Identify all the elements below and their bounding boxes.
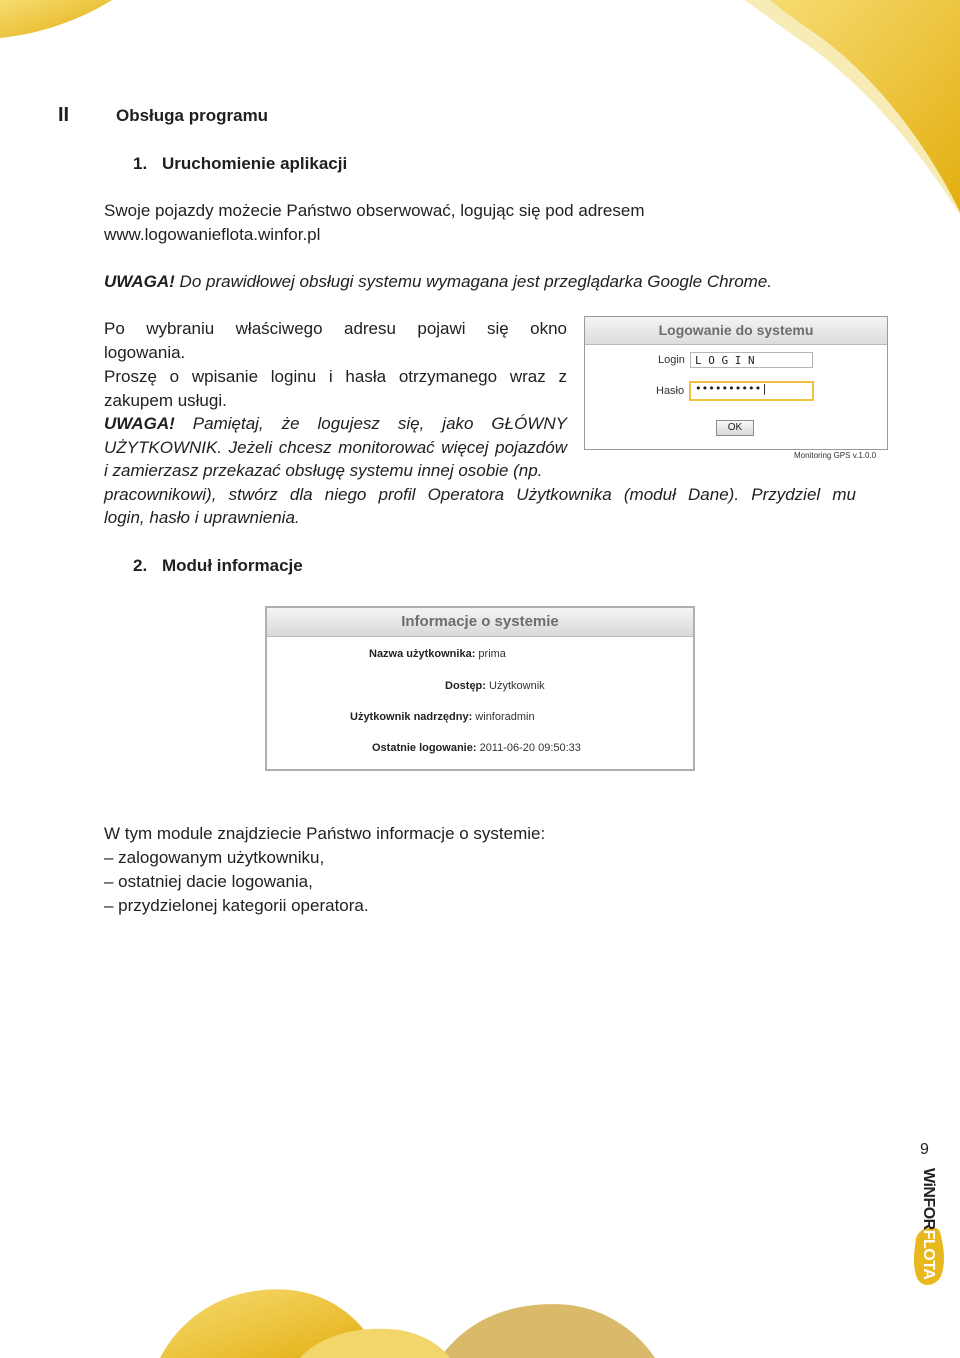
- info-value: winforadmin: [472, 711, 535, 723]
- intro-line-1: Swoje pojazdy możecie Państwo obserwować, logując się pod adresem: [104, 201, 645, 220]
- login-label: Login: [658, 354, 685, 366]
- info-value: prima: [475, 648, 506, 660]
- info-key: Ostatnie logowanie:: [372, 742, 477, 754]
- version-label: Monitoring GPS v.1.0.0: [794, 451, 877, 460]
- password-label: Hasło: [656, 385, 685, 397]
- info-key: Nazwa użytkownika:: [369, 648, 476, 660]
- para-line-2: logowania.: [104, 343, 186, 362]
- login-input[interactable]: L O G I N: [690, 352, 813, 368]
- ok-button[interactable]: OK: [716, 420, 754, 436]
- info-key: Dostęp:: [445, 680, 486, 692]
- page-number: 9: [920, 1141, 929, 1158]
- warning-text: Do prawidłowej obsługi systemu wymagana jest przeglądarka Google Chrome.: [174, 272, 773, 291]
- para-line-3: Proszę o wpisanie loginu i hasła otrzymanego wraz z: [104, 367, 567, 386]
- info-row-access: [445, 680, 545, 692]
- info-value: 2011-06-20 09:50:33: [476, 742, 581, 754]
- para-line-4: zakupem usługi.: [104, 391, 227, 410]
- brand-text: [914, 1168, 942, 1288]
- login-window-title: Logowanie do systemu: [585, 317, 887, 345]
- warning-label: UWAGA!: [104, 272, 175, 291]
- module-list-item: – przydzielonej kategorii operatora.: [104, 896, 369, 915]
- brand-logo: [910, 1168, 946, 1288]
- para-line-8: pracownikowi), stwórz dla niego profil Operatora Użytkownika (moduł Dane). Przydziel mu: [104, 485, 856, 504]
- password-input[interactable]: ••••••••••|: [689, 381, 814, 401]
- para-line-9: login, hasło i uprawnienia.: [104, 508, 300, 527]
- brand-text-flota: FLOTA: [920, 1229, 937, 1280]
- info-window-title: Informacje o systemie: [267, 608, 693, 637]
- subsection-2-title: Moduł informacje: [162, 556, 303, 575]
- intro-url: www.logowanieflota.winfor.pl: [104, 225, 321, 244]
- module-list-item: – ostatniej dacie logowania,: [104, 872, 313, 891]
- info-value: Użytkownik: [485, 680, 545, 692]
- browser-warning: [104, 270, 772, 294]
- para-warning-label: UWAGA!: [104, 414, 175, 433]
- module-list-item: – zalogowanym użytkowniku,: [104, 848, 325, 867]
- subsection-1-title: Uruchomienie aplikacji: [162, 154, 348, 173]
- subsection-2-number: 2.: [133, 556, 148, 575]
- section-number: II: [58, 104, 70, 126]
- section-title: Obsługa programu: [116, 106, 269, 125]
- para-line-5: [104, 412, 567, 436]
- info-row-last-login: [372, 742, 581, 754]
- info-key: Użytkownik nadrzędny:: [350, 711, 473, 723]
- subsection-1-number: 1.: [133, 154, 148, 173]
- para-line-6: UŻYTKOWNIK. Jeżeli chcesz monitorować więcej pojazdów: [104, 438, 567, 457]
- para-line-7: i zamierzasz przekazać obsługę systemu innej osobie (np.: [104, 461, 543, 480]
- para-line-1: Po wybraniu właściwego adresu pojawi się okno: [104, 319, 567, 338]
- para-warning-text: Pamiętaj, że logujesz się, jako GŁÓWNY: [174, 414, 567, 433]
- brand-text-winfor: WiNFOR: [920, 1168, 937, 1230]
- module-text-intro: W tym module znajdziecie Państwo informacje o systemie:: [104, 824, 546, 843]
- info-row-username: [369, 648, 506, 660]
- info-row-parent-user: [350, 711, 535, 723]
